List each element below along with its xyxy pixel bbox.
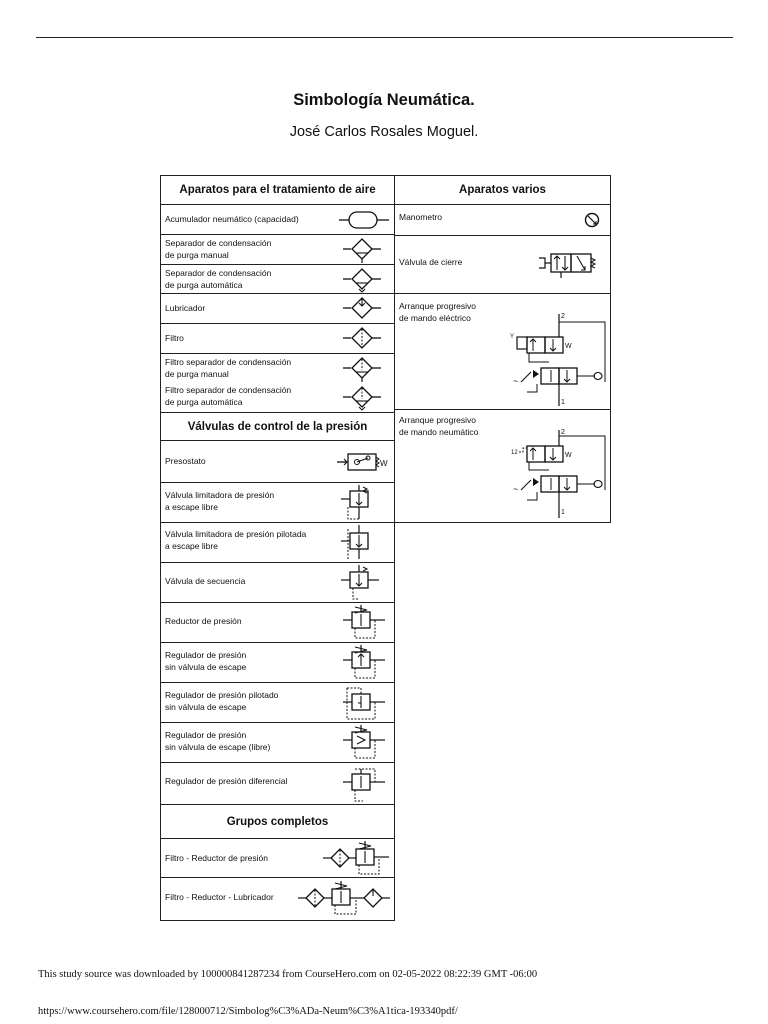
left-symbol-table [160, 175, 395, 921]
pressure-reducer-symbol [341, 605, 389, 641]
shutoff-valve-symbol [537, 248, 605, 280]
filter-reducer-symbol [321, 841, 393, 877]
table-row [161, 838, 394, 877]
table-row [161, 204, 394, 234]
svg-text:W: W [565, 343, 572, 350]
table-row [161, 682, 394, 722]
row-label: Filtro separador de condensación de purga automática [165, 385, 292, 407]
table-row [395, 204, 610, 235]
svg-text:W: W [380, 459, 388, 468]
manometer-symbol [583, 211, 603, 231]
table-row [161, 762, 394, 804]
row-label: Separador de condensación de purga automática [165, 268, 272, 290]
row-label: Arranque progresivo de mando eléctrico [399, 301, 477, 323]
table-row [161, 602, 394, 642]
svg-text:W: W [565, 452, 572, 459]
section-header-complete-groups: Grupos completos [161, 804, 394, 838]
soft-start-electric-symbol [509, 312, 609, 408]
table-row [161, 722, 394, 762]
table-row [395, 409, 610, 523]
separator-auto-symbol [341, 267, 383, 293]
pressure-switch-symbol [335, 449, 393, 475]
table-row [161, 562, 394, 602]
table-row [161, 383, 394, 412]
frl-unit-symbol [296, 881, 394, 919]
soft-start-pneumatic-symbol [509, 428, 609, 524]
separator-manual-symbol [341, 237, 383, 263]
svg-text:Y: Y [510, 334, 515, 340]
row-label: Lubricador [165, 303, 206, 313]
table-row [161, 440, 394, 482]
port-label-1: 1 [561, 509, 565, 516]
row-label: Válvula limitadora de presión a escape libre [165, 490, 275, 512]
row-label: Presostato [165, 456, 206, 466]
row-label: Válvula limitadora de presión pilotada a escape libre [165, 529, 307, 551]
sequence-valve-symbol [339, 565, 383, 601]
port-label-2: 2 [561, 429, 565, 436]
table-row [161, 522, 394, 562]
piloted-relief-valve-symbol [339, 525, 379, 561]
table-row [161, 234, 394, 264]
table-row [161, 293, 394, 323]
port-label-12: 12 [511, 450, 518, 456]
section-header-air-treatment: Aparatos para el tratamiento de aire [179, 184, 376, 196]
port-label-2: 2 [561, 313, 565, 320]
filter-symbol [341, 326, 383, 352]
table-row [161, 877, 394, 922]
row-label: Filtro - Reductor - Lubricador [165, 892, 274, 902]
svg-text:~: ~ [513, 376, 519, 386]
row-label: Manometro [399, 212, 442, 222]
regulator-symbol [341, 645, 389, 681]
download-notice: This study source was downloaded by 100000841287234 from CourseHero.com on 02-05-2022 08:22:39 GMT -06:00 [38, 969, 538, 980]
row-label: Válvula de secuencia [165, 576, 246, 586]
top-rule [36, 37, 733, 38]
row-label: Arranque progresivo de mando neumático [399, 415, 479, 437]
filter-separator-manual-symbol [341, 356, 383, 382]
row-label: Regulador de presión sin válvula de escape (libre) [165, 730, 271, 752]
svg-text:~: ~ [513, 484, 519, 494]
row-label: Regulador de presión sin válvula de escape [165, 650, 247, 672]
right-symbol-table [394, 175, 611, 523]
row-label: Reductor de presión [165, 616, 242, 626]
row-label: Acumulador neumático (capacidad) [165, 214, 299, 224]
port-label-1: 1 [561, 399, 565, 406]
table-row [161, 482, 394, 522]
row-label: Filtro - Reductor de presión [165, 853, 268, 863]
section-header-misc-devices: Aparatos varios [459, 184, 546, 196]
relief-valve-symbol [339, 485, 379, 521]
table-row [161, 323, 394, 353]
table-row [395, 293, 610, 409]
differential-regulator-symbol [341, 765, 389, 803]
table-row [161, 642, 394, 682]
table-row [161, 264, 394, 293]
document-title: Simbología Neumática. [293, 91, 475, 109]
filter-separator-auto-symbol [341, 385, 383, 411]
section-header-pressure-valves: Válvulas de control de la presión [161, 412, 394, 440]
row-label: Filtro separador de condensación de purga manual [165, 357, 292, 379]
accumulator-symbol [337, 208, 391, 232]
row-label: Filtro [165, 333, 184, 343]
row-label: Separador de condensación de purga manual [165, 238, 272, 260]
piloted-regulator-symbol [341, 685, 389, 721]
document-author: José Carlos Rosales Moguel. [289, 124, 479, 140]
row-label: Válvula de cierre [399, 257, 463, 267]
table-row [161, 353, 394, 383]
lubricator-symbol [341, 296, 383, 322]
source-url[interactable]: https://www.coursehero.com/file/128000712/Simbolog%C3%ADa-Neum%C3%A1tica-193340pdf/ [38, 1006, 458, 1017]
row-label: Regulador de presión pilotado sin válvula de escape [165, 690, 279, 712]
row-label: Regulador de presión diferencial [165, 776, 288, 786]
regulator-free-symbol [341, 725, 389, 761]
table-row [395, 235, 610, 293]
